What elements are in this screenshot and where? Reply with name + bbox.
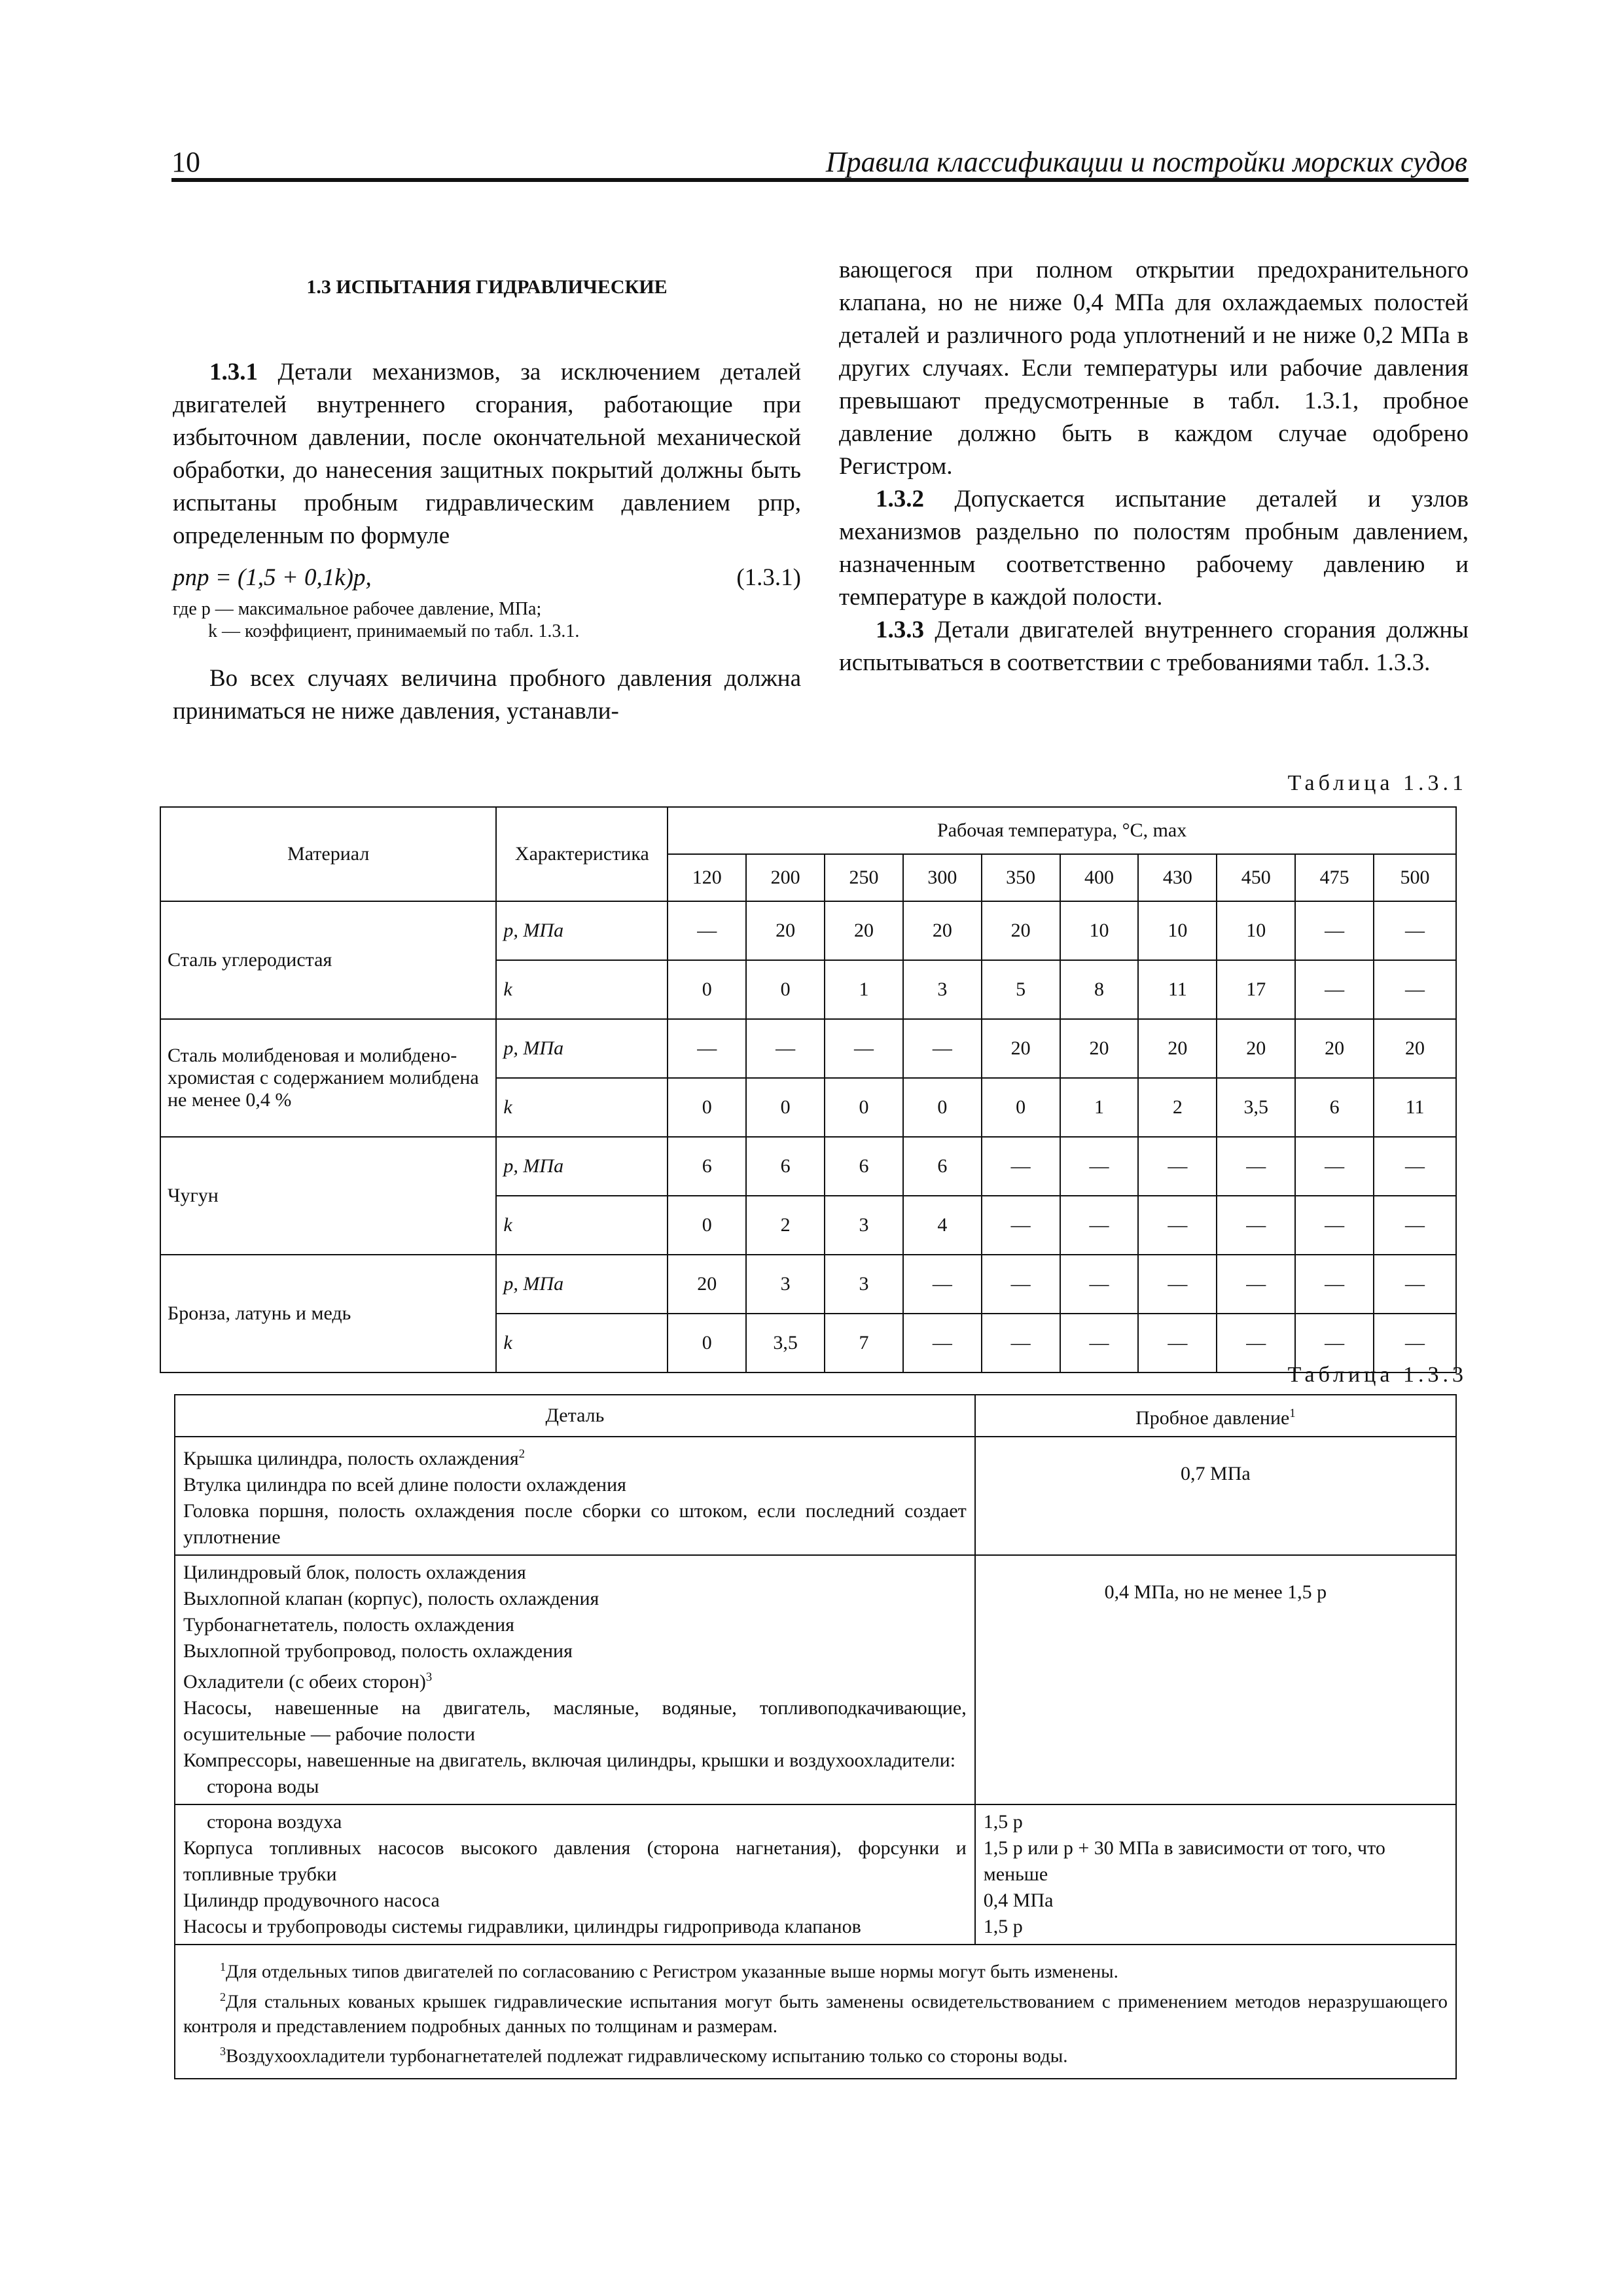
coefficient-value-cell: — (1295, 1314, 1374, 1372)
pressure-value-cell: 10 (1060, 901, 1139, 960)
section-heading: 1.3 ИСПЫТАНИЯ ГИДРАВЛИЧЕСКИЕ (306, 276, 668, 298)
coefficient-value-cell: 7 (825, 1314, 903, 1372)
legend-k: k — коэффициент, принимаемый по табл. 1.3.1. (208, 621, 580, 641)
coefficient-value-cell: 3 (825, 1196, 903, 1255)
characteristic-cell: k (496, 1314, 668, 1372)
paragraph-1-3-1 (173, 356, 801, 552)
pressure-value-cell: 6 (903, 1137, 982, 1196)
pressure-value-cell: 20 (903, 901, 982, 960)
group-2-parts (175, 1555, 975, 1804)
table-row (160, 1255, 1456, 1314)
coefficient-value-cell: — (1217, 1314, 1295, 1372)
pressure-value-cell: 20 (1138, 1019, 1217, 1078)
footnote-mark: 1 (220, 1960, 226, 1973)
paragraph-continuation: вающегося при полном открытии предохранительного клапана, но не ниже 0,4 МПа для охлаждаемых полостей деталей и различного рода уплотнений и не ниже 0,2 МПа в других случаях. Если температуры или рабочие давления превышают предусмотренные в табл. 1.3.1, пробное давление должно быть в каждом случае одобрено Регистром. (839, 257, 1469, 480)
part-text: Компрессоры, навешенные на двигатель, включая цилиндры, крышки и воздухоохладители: (183, 1749, 956, 1771)
left-column (173, 254, 801, 728)
coefficient-value-cell: 6 (1295, 1078, 1374, 1137)
coefficient-value-cell: — (1295, 960, 1374, 1019)
temperature-cell: 350 (982, 854, 1060, 901)
pressure-value-cell: 3 (746, 1255, 825, 1314)
table-header-row (160, 807, 1456, 854)
formula-number: (1.3.1) (736, 564, 801, 591)
coefficient-value-cell: 8 (1060, 960, 1139, 1019)
coefficient-value-cell: 1 (1060, 1078, 1139, 1137)
part-line: сторона воздуха (207, 1811, 342, 1833)
pressure-value-cell: 20 (982, 901, 1060, 960)
pressure-value-cell: — (1295, 901, 1374, 960)
footnote-mark: 3 (220, 2045, 226, 2058)
footnote-text: Для отдельных типов двигателей по согласованию с Регистром указанные выше нормы могут быть изменены. (225, 1961, 1118, 1982)
coefficient-value-cell: 2 (746, 1196, 825, 1255)
coefficient-value-cell: 4 (903, 1196, 982, 1255)
header-part: Деталь (175, 1395, 975, 1437)
header-pressure (975, 1395, 1456, 1437)
part-line (183, 1441, 967, 1472)
part-line (183, 1472, 967, 1498)
pressure-value-cell: 20 (668, 1255, 746, 1314)
temperature-cell: 475 (1295, 854, 1374, 901)
part-line (183, 1560, 967, 1586)
table-row (160, 1137, 1456, 1196)
characteristic-cell: k (496, 1078, 668, 1137)
part-text: Головка поршня, полость охлаждения после сборки со штоком, если последний создает уплотнение (183, 1500, 967, 1548)
group-3-pressures (975, 1804, 1456, 1945)
pressure-value-cell: 20 (1217, 1019, 1295, 1078)
group-1-row (175, 1437, 1456, 1555)
coefficient-value-cell: 3 (903, 960, 982, 1019)
coefficient-value-cell: 3,5 (746, 1314, 825, 1372)
pressure-value-cell: — (1217, 1255, 1295, 1314)
coefficient-value-cell: — (982, 1196, 1060, 1255)
part-text: Выхлопной трубопровод, полость охлаждения (183, 1640, 573, 1662)
part-text: Крышка цилиндра, полость охлаждения (183, 1448, 519, 1469)
coefficient-value-cell: 0 (982, 1078, 1060, 1137)
part-line (183, 1498, 967, 1551)
coefficient-value-cell: — (1060, 1196, 1139, 1255)
temperature-cell: 300 (903, 854, 982, 901)
pressure-value-cell: — (1138, 1255, 1217, 1314)
part-text: Втулка цилиндра по всей длине полости охлаждения (183, 1474, 626, 1496)
table-row (160, 1019, 1456, 1078)
temperature-cell: 250 (825, 854, 903, 901)
paragraph-text: Допускается испытание деталей и узлов механизмов раздельно по полостям пробным давлением, назначенным соответственно рабочему давлению и температуре в каждой полости. (839, 486, 1469, 611)
right-column (839, 254, 1469, 679)
pressure-value-cell: 20 (1060, 1019, 1139, 1078)
table-1-3-1 (160, 806, 1457, 1373)
coefficient-value-cell: 0 (825, 1078, 903, 1137)
footnote (183, 1954, 1448, 1984)
pressure-value-cell: — (982, 1255, 1060, 1314)
footnote-mark: 3 (425, 1670, 433, 1684)
part-line (183, 1664, 967, 1695)
header-characteristic: Характеристика (496, 807, 668, 901)
part-text: Охладители (с обеих сторон) (183, 1671, 426, 1693)
pressure-value-cell: — (1295, 1137, 1374, 1196)
paragraph-text: Детали двигателей внутреннего сгорания должны испытываться в соответствии с требованиями табл. 1.3.3. (839, 617, 1469, 676)
pressure-value-cell: 20 (1374, 1019, 1456, 1078)
part-line: Корпуса топливных насосов высокого давления (сторона нагнетания), форсунки и топливные трубки (183, 1837, 967, 1885)
pressure-value-cell: — (1138, 1137, 1217, 1196)
paragraph-text: Детали механизмов, за исключением деталей двигателей внутреннего сгорания, работающие при избыточном давлении, после окончательной механической обработки, до нанесения защитных покрытий должны быть испытаны пробным гидравлическим давлением pпр, определенным по формуле (173, 359, 801, 549)
coefficient-value-cell: — (1138, 1314, 1217, 1372)
pressure-value-cell: 6 (825, 1137, 903, 1196)
pressure-value-cell: — (1060, 1137, 1139, 1196)
coefficient-value-cell: 0 (668, 960, 746, 1019)
coefficient-value-cell: 17 (1217, 960, 1295, 1019)
temperature-cell: 200 (746, 854, 825, 901)
material-cell: Чугун (160, 1137, 496, 1255)
coefficient-value-cell: — (1138, 1196, 1217, 1255)
temperature-cell: 500 (1374, 854, 1456, 901)
part-text: сторона воды (207, 1776, 319, 1797)
temperature-cell: 400 (1060, 854, 1139, 901)
paragraph-1-3-2 (839, 483, 1469, 614)
coefficient-value-cell: 0 (668, 1314, 746, 1372)
legend-p: где p — максимальное рабочее давление, МПа; (173, 599, 542, 619)
footnotes-row (175, 1945, 1456, 2079)
pressure-value-cell: — (1060, 1255, 1139, 1314)
characteristic-cell: k (496, 960, 668, 1019)
coefficient-value-cell: — (1295, 1196, 1374, 1255)
table-row (160, 901, 1456, 960)
footnote-text: Воздухоохладители турбонагнетателей подлежат гидравлическому испытанию только со стороны воды. (225, 2045, 1068, 2067)
coefficient-value-cell: 0 (903, 1078, 982, 1137)
page-number: 10 (171, 146, 200, 178)
footnote (183, 1984, 1448, 2039)
pressure-value-cell: — (1374, 1137, 1456, 1196)
footnote-mark: 1 (1289, 1406, 1296, 1420)
part-line (183, 1774, 967, 1800)
pressure-value-cell: — (1374, 1255, 1456, 1314)
characteristic-cell: p, МПа (496, 1019, 668, 1078)
coefficient-value-cell: — (1374, 1314, 1456, 1372)
group-2-row (175, 1555, 1456, 1804)
pressure-value-cell: — (825, 1019, 903, 1078)
table-1-3-3-caption: Таблица 1.3.3 (1287, 1363, 1467, 1387)
group-3-parts (175, 1804, 975, 1945)
material-cell: Бронза, латунь и медь (160, 1255, 496, 1372)
pressure-value-cell: 6 (668, 1137, 746, 1196)
part-line (183, 1638, 967, 1664)
coefficient-value-cell: 2 (1138, 1078, 1217, 1137)
pressure-value-cell: 10 (1138, 901, 1217, 960)
table-header-row (175, 1395, 1456, 1437)
group-2-pressure: 0,4 МПа, но не менее 1,5 p (975, 1555, 1456, 1804)
part-text: Выхлопной клапан (корпус), полость охлаждения (183, 1588, 599, 1609)
coefficient-value-cell: 0 (668, 1078, 746, 1137)
header-material: Материал (160, 807, 496, 901)
formula-legend (173, 598, 801, 643)
coefficient-value-cell: 0 (668, 1196, 746, 1255)
part-line: Цилиндр продувочного насоса (183, 1890, 440, 1911)
coefficient-value-cell: 1 (825, 960, 903, 1019)
running-title: Правила классификации и постройки морских судов (825, 146, 1467, 178)
group-1-pressure: 0,7 МПа (975, 1437, 1456, 1555)
temperature-cell: 450 (1217, 854, 1295, 901)
pressure-value-cell: 3 (825, 1255, 903, 1314)
part-line (183, 1586, 967, 1612)
pressure-value-cell: — (668, 901, 746, 960)
material-cell: Сталь молибденовая и молибдено-хромистая с содержанием молибдена не менее 0,4 % (160, 1019, 496, 1137)
pressure-value-cell: — (982, 1137, 1060, 1196)
paragraph-1-3-3 (839, 614, 1469, 679)
formula: pпр = (1,5 + 0,1k)p, (173, 564, 372, 591)
part-line: Насосы и трубопроводы системы гидравлики, цилиндры гидропривода клапанов (183, 1916, 861, 1937)
pressure-value-cell: — (1374, 901, 1456, 960)
material-cell: Сталь углеродистая (160, 901, 496, 1019)
pressure-value-cell: 20 (1295, 1019, 1374, 1078)
coefficient-value-cell: — (1374, 960, 1456, 1019)
pressure-value-cell: 20 (746, 901, 825, 960)
coefficient-value-cell: — (903, 1314, 982, 1372)
coefficient-value-cell: 0 (746, 1078, 825, 1137)
characteristic-cell: p, МПа (496, 1255, 668, 1314)
part-line (183, 1748, 967, 1774)
characteristic-cell: k (496, 1196, 668, 1255)
part-text: Турбонагнетатель, полость охлаждения (183, 1614, 514, 1636)
pressure-value-cell: — (903, 1255, 982, 1314)
footnotes (175, 1945, 1456, 2079)
characteristic-cell: p, МПа (496, 901, 668, 960)
coefficient-value-cell: — (1374, 1196, 1456, 1255)
pressure-value-cell: 20 (982, 1019, 1060, 1078)
part-text: Цилиндровый блок, полость охлаждения (183, 1562, 526, 1583)
footnote (183, 2039, 1448, 2069)
pressure-value-cell: 6 (746, 1137, 825, 1196)
clause-number: 1.3.3 (876, 617, 924, 643)
coefficient-value-cell: — (1217, 1196, 1295, 1255)
temperature-cell: 430 (1138, 854, 1217, 901)
table-1-3-3 (174, 1394, 1457, 2079)
footnote-mark: 2 (518, 1447, 526, 1461)
pressure-value-cell: — (1217, 1137, 1295, 1196)
pressure-line: 1,5 p (983, 1916, 1023, 1937)
coefficient-value-cell: 11 (1138, 960, 1217, 1019)
header-pressure-label: Пробное давление (1135, 1407, 1290, 1429)
pressure-line: 1,5 p (983, 1811, 1023, 1833)
part-line (183, 1612, 967, 1638)
header-temperature: Рабочая температура, °C, max (668, 807, 1456, 854)
clause-number: 1.3.2 (876, 486, 924, 512)
clause-number: 1.3.1 (209, 359, 258, 386)
pressure-value-cell: — (1295, 1255, 1374, 1314)
coefficient-value-cell: 0 (746, 960, 825, 1019)
paragraph-continued: Во всех случаях величина пробного давления должна приниматься не ниже давления, устанавли- (173, 665, 801, 725)
characteristic-cell: p, МПа (496, 1137, 668, 1196)
pressure-value-cell: 20 (825, 901, 903, 960)
coefficient-value-cell: 11 (1374, 1078, 1456, 1137)
pressure-value-cell: — (668, 1019, 746, 1078)
footnote-text: Для стальных кованых крышек гидравлические испытания могут быть заменены освидетельствованием с применением методов неразрушающего контроля и представлением подробных данных по толщинам и размерам. (183, 1991, 1448, 2037)
coefficient-value-cell: — (982, 1314, 1060, 1372)
coefficient-value-cell: 3,5 (1217, 1078, 1295, 1137)
temperature-cell: 120 (668, 854, 746, 901)
group-3-row (175, 1804, 1456, 1945)
footnote-mark: 2 (220, 1990, 226, 2003)
pressure-line: 0,4 МПа (983, 1890, 1054, 1911)
pressure-value-cell: — (746, 1019, 825, 1078)
formula-line (173, 562, 801, 594)
coefficient-value-cell: 5 (982, 960, 1060, 1019)
header-rule (171, 178, 1469, 182)
group-1-parts (175, 1437, 975, 1555)
part-line (183, 1695, 967, 1748)
pressure-value-cell: 10 (1217, 901, 1295, 960)
table-1-3-1-caption: Таблица 1.3.1 (1287, 771, 1467, 795)
pressure-line: 1,5 p или p + 30 МПа в зависимости от того, что меньше (983, 1837, 1385, 1885)
part-text: Насосы, навешенные на двигатель, масляные, водяные, топливоподкачивающие, осушительные — рабочие полости (183, 1697, 967, 1745)
pressure-value-cell: — (903, 1019, 982, 1078)
coefficient-value-cell: — (1060, 1314, 1139, 1372)
